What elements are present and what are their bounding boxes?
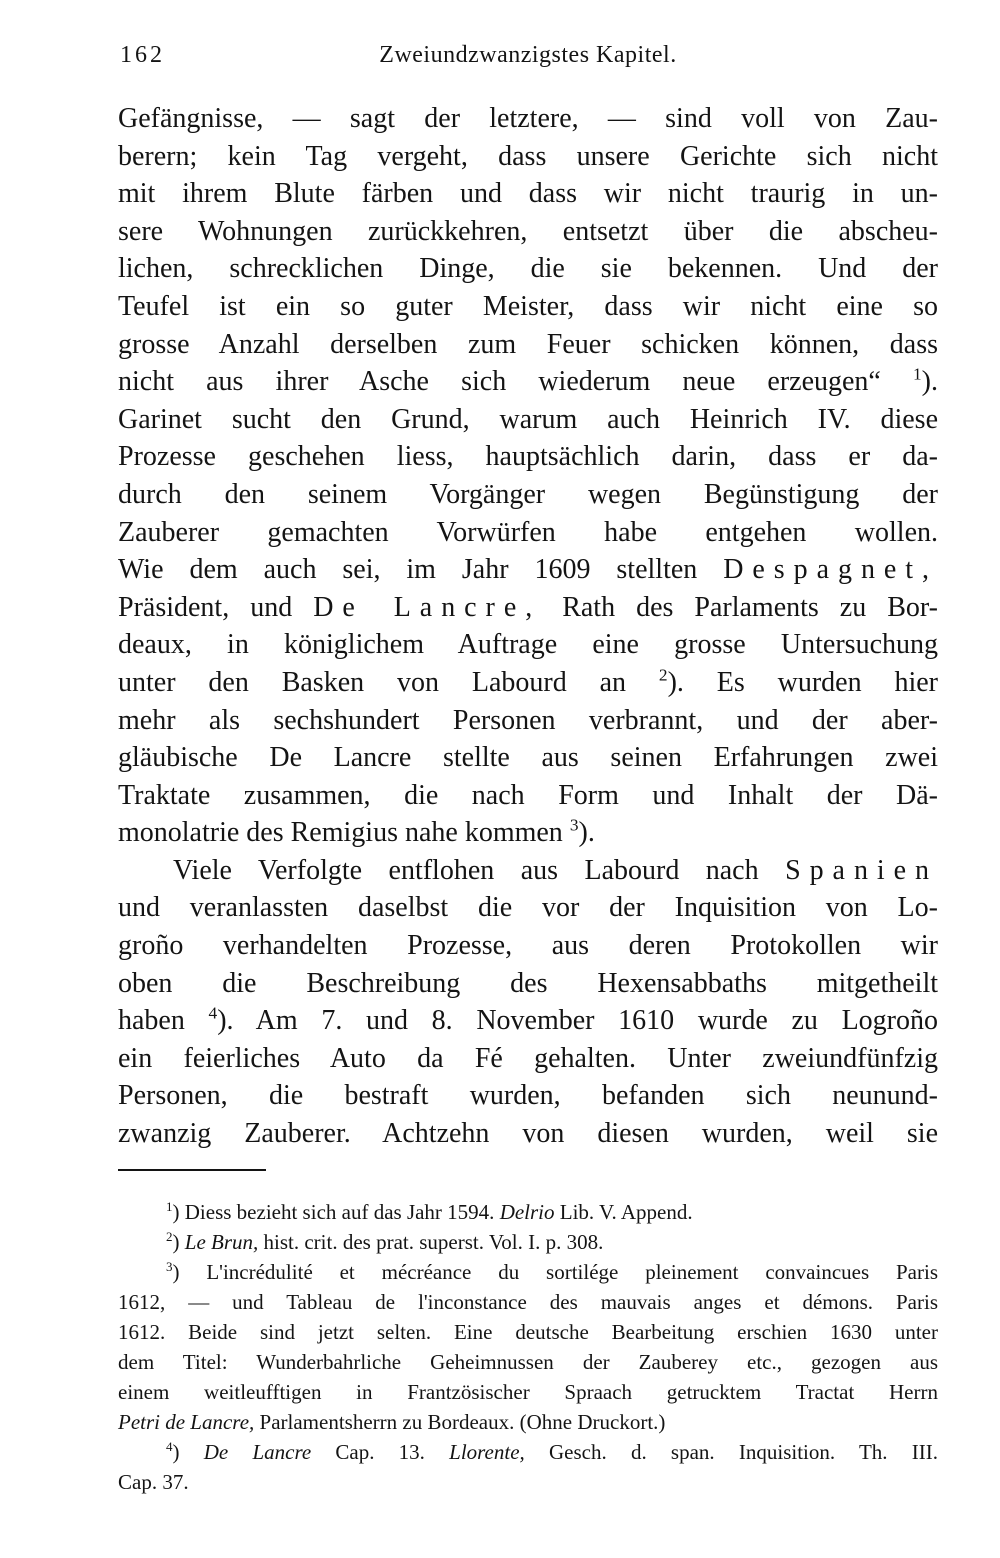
text-line: Zauberer gemachten Vorwürfen habe entgehen wollen. <box>118 516 938 548</box>
text-line: ein feierliches Auto da Fé gehalten. Unter zweiundfünfzig <box>118 1042 938 1074</box>
page-header <box>118 40 938 70</box>
text-line: $^4$) De Lancre Cap. 13. Llorente, Gesch. d. span. Inquisition. Th. III. <box>166 1438 938 1464</box>
text-line: Gefängnisse, — sagt der letztere, — sind voll von Zau- <box>118 103 938 134</box>
text-line: grosse Anzahl derselben zum Feuer schicken können, dass <box>118 328 938 360</box>
text-line: Wie dem auch sei, im Jahr 1609 stellten Despagnet, <box>118 554 938 586</box>
chapter-header: Zweiundzwanzigstes Kapitel. <box>379 42 677 68</box>
text-line: und veranlassten daselbst die vor der Inquisition von Lo- <box>118 892 938 924</box>
text-line: groño verhandelten Prozesse, aus deren Protokollen wir <box>118 930 938 962</box>
text-line: Petri de Lancre, Parlamentsherrn zu Bordeaux. (Ohne Druckort.) <box>118 1409 666 1434</box>
text-line: sere Wohnungen zurückkehren, entsetzt über die abscheu- <box>118 215 938 247</box>
text-line: oben die Beschreibung des Hexensabbaths mitgetheilt <box>118 967 938 999</box>
text-line: berern; kein Tag vergeht, dass unsere Gerichte sich nicht <box>118 140 938 172</box>
text-line: deaux, in königlichem Auftrage eine grosse Untersuchung <box>118 629 938 661</box>
text-line: Cap. 37. <box>118 1469 189 1494</box>
text-line: Prozesse geschehen liess, hauptsächlich darin, dass er da- <box>118 441 938 473</box>
text-line: gläubische De Lancre stellte aus seinen Erfahrungen zwei <box>118 742 938 774</box>
text-line: Personen, die bestraft wurden, befanden sich neunund- <box>118 1080 938 1112</box>
footnotes <box>118 1197 938 1497</box>
text-line: dem Titel: Wunderbahrliche Geheimnussen der Zauberey etc., gezogen aus <box>118 1349 938 1374</box>
footnote-separator <box>118 1169 266 1171</box>
text-line: Viele Verfolgte entflohen aus Labourd nach Spanien <box>173 854 938 886</box>
text-line: unter den Basken von Labourd an $^2$). Es wurden hier <box>118 665 939 698</box>
page-number: 162 <box>120 42 165 68</box>
text-line: 1612, — und Tableau de l'inconstance des mauvais anges et démons. Paris <box>118 1289 938 1314</box>
text-line: Garinet sucht den Grund, warum auch Heinrich IV. diese <box>118 403 938 435</box>
text-line: einem weitleufftigen in Frantzösischer Spraach getrucktem Tractat Herrn <box>118 1379 938 1404</box>
text-line: monolatrie des Remigius nahe kommen $^3$). <box>118 815 595 849</box>
text-line: haben $^4$). Am 7. und 8. November 1610 wurde zu Logroño <box>118 1003 938 1037</box>
text-line: $^3$) L'incrédulité et mécréance du sortilége pleinement convaincues Paris <box>166 1258 938 1284</box>
text-line: Präsident, und De Lancre, Rath des Parlaments zu Bor- <box>118 591 938 623</box>
text-line: Traktate zusammen, die nach Form und Inhalt der Dä- <box>118 779 938 811</box>
text-line: nicht aus ihrer Asche sich wiederum neue erzeugen“ $^1$). <box>118 364 938 398</box>
text-line: mit ihrem Blute färben und dass wir nicht traurig in un- <box>118 178 938 210</box>
text-line: $^1$) Diess bezieht sich auf das Jahr 1594. Delrio Lib. V. Append. <box>166 1198 693 1224</box>
text-line: mehr als sechshundert Personen verbrannt, und der aber- <box>118 704 938 736</box>
text-line: Teufel ist ein so guter Meister, dass wir nicht eine so <box>118 290 938 322</box>
body-text <box>118 100 938 1153</box>
text-line: $^2$) Le Brun, hist. crit. des prat. superst. Vol. I. p. 308. <box>166 1228 604 1254</box>
text-line: 1612. Beide sind jetzt selten. Eine deutsche Bearbeitung erschien 1630 unter <box>118 1319 938 1344</box>
text-line: durch den seinem Vorgänger wegen Begünstigung der <box>118 478 938 510</box>
text-line: lichen, schrecklichen Dinge, die sie bekennen. Und der <box>118 253 938 285</box>
text-line: zwanzig Zauberer. Achtzehn von diesen wurden, weil sie <box>118 1118 938 1150</box>
